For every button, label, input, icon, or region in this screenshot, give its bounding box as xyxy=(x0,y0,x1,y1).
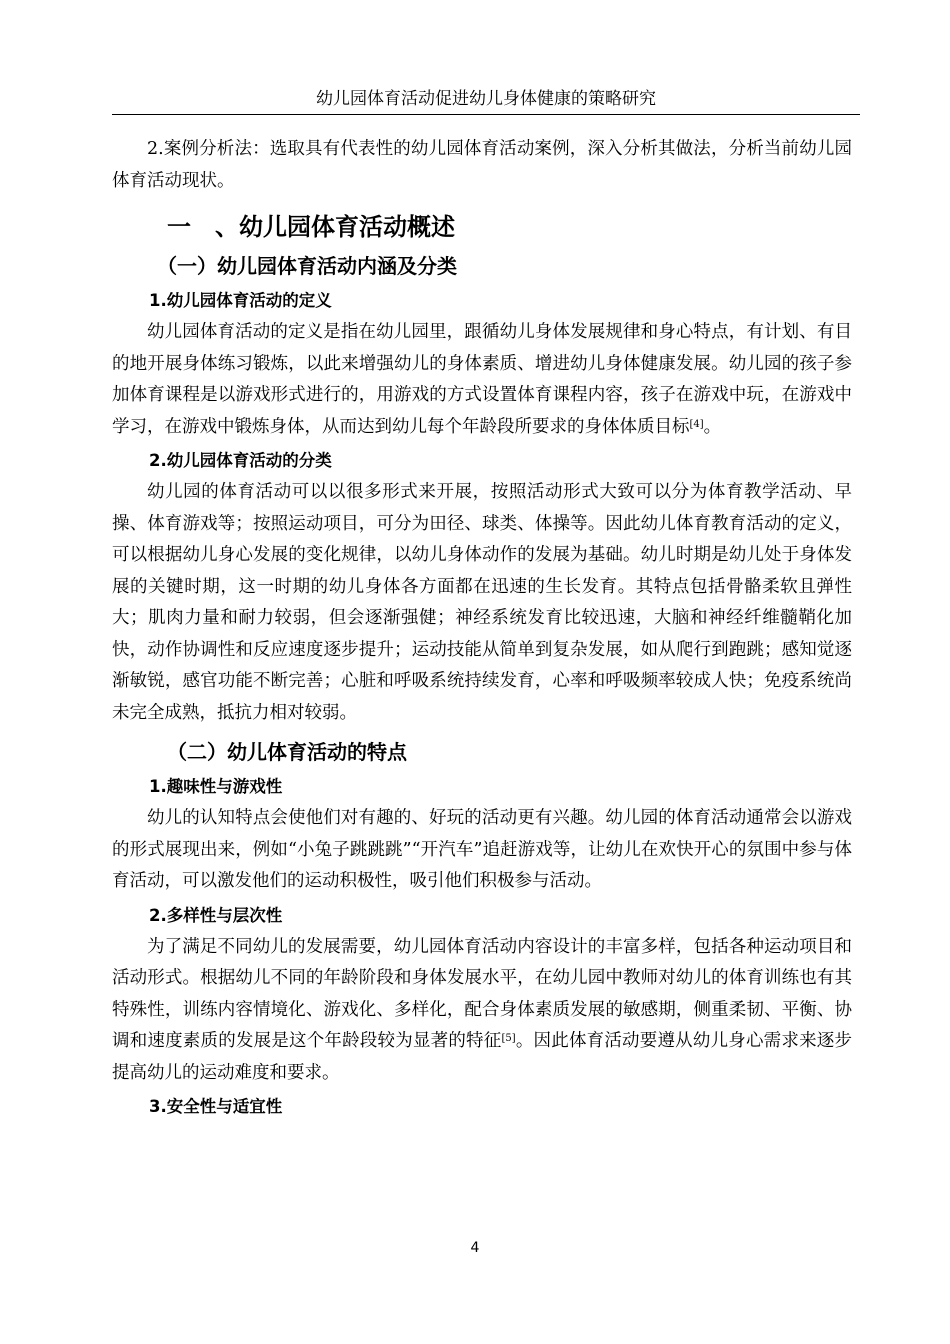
subsection-heading-diversity: 2.多样性与层次性 xyxy=(149,905,283,925)
paragraph-case-analysis: 2.案例分析法：选取具有代表性的幼儿园体育活动案例，深入分析其做法，分析当前幼儿园体育活动现状。 xyxy=(112,139,852,191)
paragraph-diversity xyxy=(112,932,852,1090)
chapter-heading: 一 、幼儿园体育活动概述 xyxy=(167,213,455,241)
subsection-heading-classification: 2.幼儿园体育活动的分类 xyxy=(149,451,332,470)
section-heading-features: （二）幼儿体育活动的特点 xyxy=(167,740,407,764)
paragraph-fun: 幼儿的认知特点会使他们对有趣的、好玩的活动更有兴趣。幼儿园的体育活动通常会以游戏的形式展现出来，例如“小兔子跳跳跳”“开汽车”追赶游戏等，让幼儿在欢快开心的氛围中参与体育活动，可以激发他们的运动积极性，吸引他们积极参与活动。 xyxy=(112,808,852,891)
citation-ref: [4] xyxy=(689,418,704,430)
citation-ref: [5] xyxy=(501,1033,516,1044)
paragraph-definition xyxy=(112,317,852,443)
page-number: 4 xyxy=(470,1240,480,1256)
document-body xyxy=(112,134,852,1123)
subsection-heading-definition: 1.幼儿园体育活动的定义 xyxy=(149,291,332,310)
paragraph-text-end: 。因此体育活动要遵从幼儿身心需求来逐步提高幼儿的运动难度和要求。 xyxy=(112,1031,852,1083)
paragraph-text: 为了满足不同幼儿的发展需要，幼儿园体育活动内容设计的丰富多样，包括各种运动项目和活动形式。根据幼儿不同的年龄阶段和身体发展水平，在幼儿园中教师对幼儿的体育训练也有其特殊性，训练内容情境化、游戏化、多样化，配合身体素质发展的敏感期，侧重柔韧、平衡、协调和速度素质的发展是这个年龄段较为显著的特征 xyxy=(112,936,852,1051)
paragraph-text-end: 。 xyxy=(703,416,722,437)
subsection-heading-fun: 1.趣味性与游戏性 xyxy=(149,777,283,796)
paragraph-classification: 幼儿园的体育活动可以以很多形式来开展，按照活动形式大致可以分为体育教学活动、早操、体育游戏等；按照运动项目，可分为田径、球类、体操等。因此幼儿体育教育活动的定义，可以根据幼儿身心发展的变化规律，以幼儿身体动作的发展为基础。幼儿时期是幼儿处于身体发展的关键时期，这一时期的幼儿身体各方面都在迅速的生长发育。其特点包括骨骼柔软且弹性大；肌肉力量和耐力较弱，但会逐渐强健；神经系统发育比较迅速，大脑和神经纤维髓鞘化加快，动作协调性和反应速度逐步提升；运动技能从简单到复杂发展，如从爬行到跑跳；感知觉逐渐敏锐，感官功能不断完善；心脏和呼吸系统持续发育，心率和呼吸频率较成人快；免疫系统尚未完全成熟，抵抗力相对较弱。 xyxy=(112,482,852,723)
running-header: 幼儿园体育活动促进幼儿身体健康的策略研究 xyxy=(112,88,860,115)
paragraph-text: 幼儿园体育活动的定义是指在幼儿园里，跟循幼儿身体发展规律和身心特点，有计划、有目的地开展身体练习锻炼，以此来增强幼儿的身体素质、增进幼儿身体健康发展。幼儿园的孩子参加体育课程是以游戏形式进行的，用游戏的方式设置体育课程内容，孩子在游戏中玩，在游戏中学习，在游戏中锻炼身体，从而达到幼儿每个年龄段所要求的身体体质目标 xyxy=(112,322,852,437)
subsection-heading-safety: 3.安全性与适宜性 xyxy=(149,1097,283,1116)
section-heading-connotation: （一）幼儿园体育活动内涵及分类 xyxy=(157,254,457,278)
